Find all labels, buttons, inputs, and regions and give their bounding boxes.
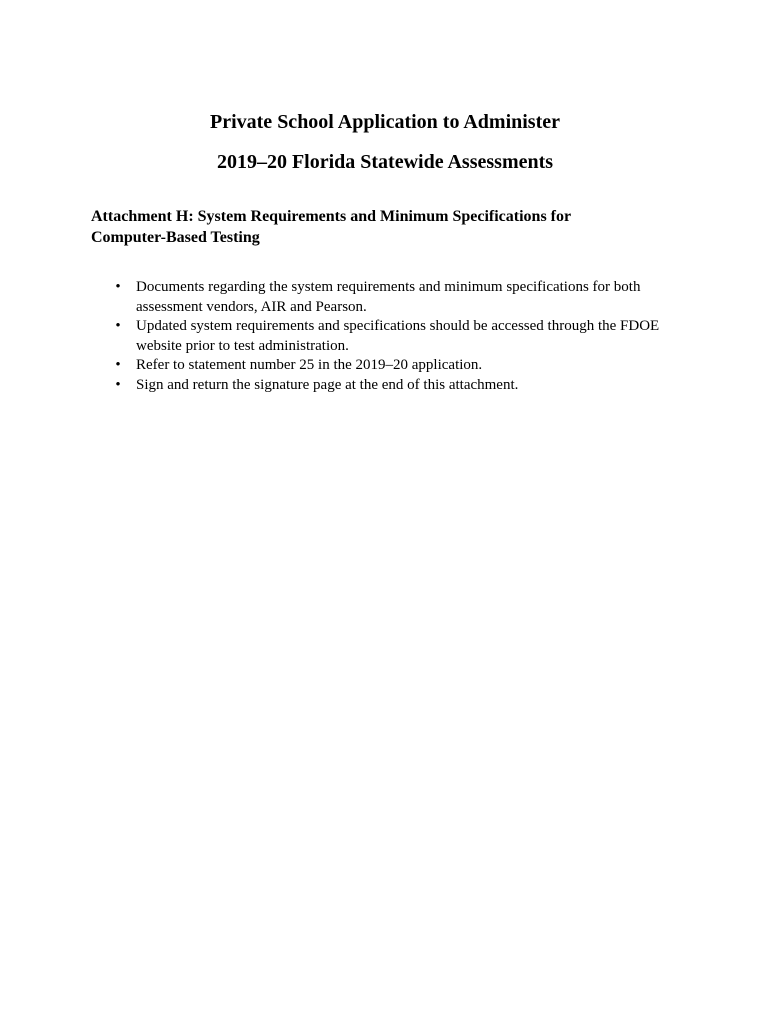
bullet-text-line-1: Refer to statement number 25 in the 2019–20 application.: [136, 357, 483, 373]
bullet-item-signature-page: [91, 376, 681, 396]
bullet-text-line-1: Updated system requirements and specifications should be accessed through the FDOE: [136, 318, 660, 334]
document-subtitle: 2019–20 Florida Statewide Assessments: [216, 151, 554, 173]
attachment-heading: [91, 206, 651, 248]
bullet-item-updated-requirements: [91, 317, 681, 356]
bullet-text-line-1: Documents regarding the system requirements and minimum specifications for both: [136, 279, 641, 295]
bullet-item-vendor-documents: [91, 278, 681, 317]
bullet-icon: •: [115, 279, 121, 295]
attachment-heading-line-2: Computer-Based Testing: [91, 229, 260, 246]
attachment-heading-line-1: Attachment H: System Requirements and Minimum Specifications for: [91, 208, 572, 225]
bullet-text-line-2: website prior to test administration.: [136, 337, 349, 354]
bullet-text-line-1: Sign and return the signature page at the end of this attachment.: [136, 376, 519, 393]
requirements-bullet-list: [91, 278, 681, 395]
bullet-icon: •: [115, 318, 121, 334]
document-title: Private School Application to Administer: [210, 111, 560, 133]
bullet-icon: •: [115, 357, 121, 373]
bullet-item-statement-reference: [91, 356, 681, 376]
bullet-text-line-2: assessment vendors, AIR and Pearson.: [136, 298, 367, 315]
bullet-icon: •: [115, 376, 121, 393]
